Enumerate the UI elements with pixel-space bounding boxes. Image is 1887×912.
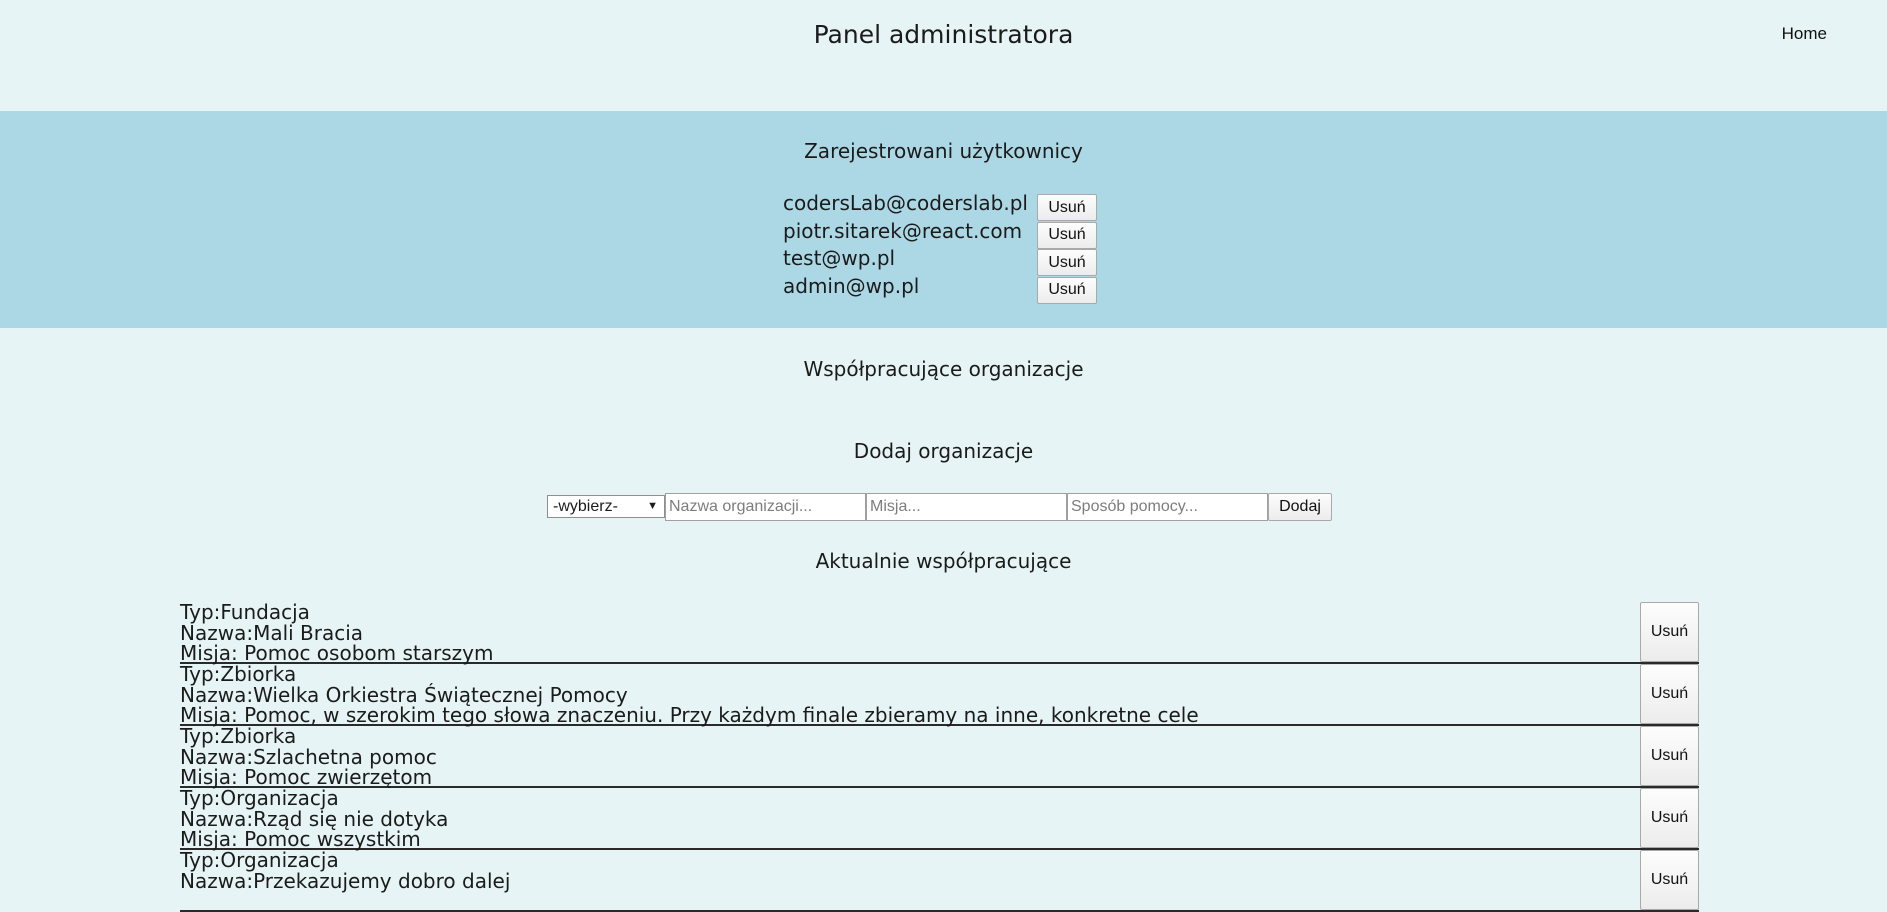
organization-row (180, 602, 1699, 664)
organization-mission: Misja: Pomoc osobom starszym (180, 641, 494, 665)
current-organizations-title: Aktualnie współpracujące (815, 549, 1072, 573)
home-link[interactable]: Home (1781, 24, 1827, 43)
organizations-section-title: Współpracujące organizacje (803, 357, 1084, 381)
organization-type-select[interactable] (547, 495, 665, 518)
delete-organization-button[interactable]: Usuń (1640, 850, 1699, 910)
user-row (783, 218, 1103, 246)
registered-users-section (0, 111, 1887, 328)
delete-organization-button[interactable]: Usuń (1640, 664, 1699, 724)
organization-row (180, 788, 1699, 850)
organization-type: Typ:Organizacja (180, 786, 339, 810)
delete-user-button[interactable]: Usuń (1037, 277, 1097, 304)
organization-details (180, 850, 510, 891)
organization-row (180, 726, 1699, 788)
user-row (783, 190, 1103, 218)
organization-type: Typ:Zbiorka (180, 662, 297, 686)
delete-user-button[interactable]: Usuń (1037, 222, 1097, 249)
organization-name: Nazwa:Wielka Orkiestra Świątecznej Pomocy (180, 682, 628, 707)
organization-row (180, 664, 1699, 726)
user-email: test@wp.pl (783, 246, 896, 270)
dropdown-arrow-icon: ▼ (647, 500, 658, 512)
organization-mission: Misja: Pomoc wszystkim (180, 827, 421, 851)
delete-organization-button[interactable]: Usuń (1640, 788, 1699, 848)
page-title: Panel administratora (813, 20, 1074, 49)
delete-user-button[interactable]: Usuń (1037, 194, 1097, 221)
organization-details (180, 602, 493, 664)
users-section-title: Zarejestrowani użytkownicy (804, 139, 1083, 163)
organization-type: Typ:Zbiorka (180, 724, 297, 748)
add-organization-button[interactable]: Dodaj (1268, 493, 1332, 521)
organization-help-method-input[interactable] (1067, 493, 1268, 521)
user-email: piotr.sitarek@react.com (783, 218, 1023, 243)
organization-name: Nazwa:Szlachetna pomoc (180, 744, 437, 769)
organization-list (180, 602, 1699, 912)
organization-details (180, 788, 448, 850)
organization-details (180, 664, 1199, 726)
organization-mission: Misja: Pomoc zwierzętom (180, 765, 433, 789)
organization-type: Typ:Fundacja (180, 600, 310, 624)
organization-row (180, 850, 1699, 912)
user-row (783, 273, 1103, 301)
organization-name: Nazwa:Mali Bracia (180, 620, 364, 645)
organization-type-selected: -wybierz- (553, 498, 618, 515)
organization-mission-input[interactable] (866, 493, 1067, 521)
delete-organization-button[interactable]: Usuń (1640, 726, 1699, 786)
organization-name: Nazwa:Rząd się nie dotyka (180, 806, 449, 831)
user-row (783, 245, 1103, 273)
header (0, 0, 1887, 111)
user-email: admin@wp.pl (783, 273, 920, 298)
delete-user-button[interactable]: Usuń (1037, 249, 1097, 276)
organization-mission: Misja: Pomoc, w szerokim tego słowa znaczeniu. Przy każdym finale zbieramy na inne, konkretne cele (180, 703, 1199, 727)
organization-name: Nazwa:Przekazujemy dobro dalej (180, 868, 511, 893)
organization-details (180, 726, 437, 788)
user-email: codersLab@coderslab.pl (783, 191, 1028, 215)
user-list (783, 190, 1103, 300)
organization-type: Typ:Organizacja (180, 848, 339, 872)
add-organization-title: Dodaj organizacje (853, 439, 1034, 463)
delete-organization-button[interactable]: Usuń (1640, 602, 1699, 662)
organization-name-input[interactable] (665, 493, 866, 521)
